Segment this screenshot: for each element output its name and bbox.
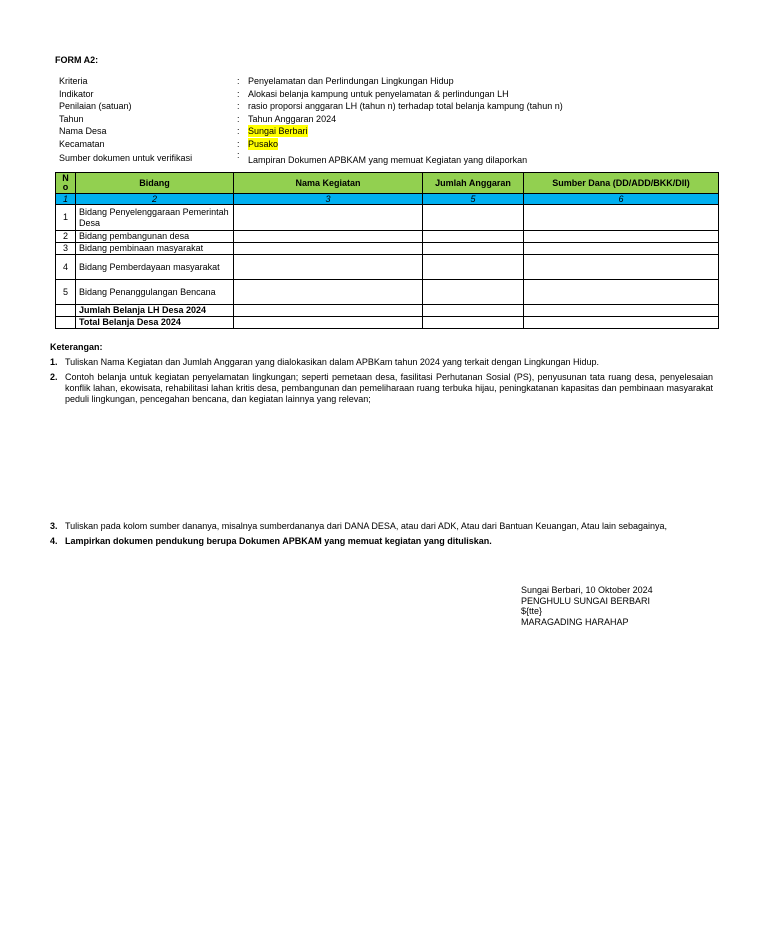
row-no: 1 (56, 205, 76, 231)
note-number: 2. (50, 372, 58, 382)
info-row-kriteria (59, 75, 699, 88)
column-number: 2 (76, 194, 234, 205)
header-nama-kegiatan: Nama Kegiatan (234, 173, 423, 194)
note-text: Tuliskan pada kolom sumber dananya, misalnya sumberdananya dari DANA DESA, atau dari ADK, Atau dari Bantuan Keuangan, Atau lain sebagainya, (65, 521, 668, 531)
cell-nama-kegiatan[interactable] (234, 205, 423, 231)
column-number-row (56, 194, 719, 205)
info-colon: : (237, 76, 240, 86)
info-label: Kecamatan (59, 138, 105, 149)
info-value: rasio proporsi anggaran LH (tahun n) terhadap total belanja kampung (tahun n) (248, 101, 563, 111)
info-value: Tahun Anggaran 2024 (248, 113, 337, 124)
info-label: Tahun (59, 113, 84, 124)
row-bidang: Bidang Pemberdayaan masyarakat (76, 255, 234, 280)
info-label: Sumber dokumen untuk verifikasi (59, 153, 193, 163)
table-header-row (56, 173, 719, 194)
note-text: Lampirkan dokumen pendukung berupa Dokumen APBKAM yang memuat kegiatan yang dituliskan. (65, 536, 492, 546)
cell-sumber-dana[interactable] (524, 255, 719, 280)
cell-jumlah-anggaran[interactable] (423, 280, 524, 305)
info-label: Indikator (59, 88, 94, 99)
total-label: Total Belanja Desa 2024 (76, 317, 234, 329)
signature-place-date: Sungai Berbari, 10 Oktober 2024 (521, 585, 653, 595)
notes-title: Keterangan: (50, 342, 103, 352)
note-text: Tuliskan Nama Kegiatan dan Jumlah Anggaran yang dialokasikan dalam APBKam tahun 2024 yang terkait dengan Lingkungan Hidup. (65, 357, 600, 367)
info-colon: : (237, 138, 240, 149)
cell-total[interactable] (524, 317, 719, 329)
header-jumlah-anggaran: Jumlah Anggaran (423, 173, 524, 194)
info-colon: : (237, 150, 240, 160)
cell-total[interactable] (423, 305, 524, 317)
row-no: 3 (56, 243, 76, 255)
info-value: Penyelamatan dan Perlindungan Lingkungan Hidup (248, 76, 454, 86)
note-number: 3. (50, 521, 58, 531)
info-label: Kriteria (59, 76, 88, 86)
info-value: Alokasi belanja kampung untuk penyelamatan & perlindungan LH (248, 88, 509, 99)
row-bidang: Bidang pembangunan desa (76, 231, 234, 243)
table-row (56, 205, 719, 231)
signature-block (521, 585, 653, 627)
row-no-empty (56, 305, 76, 317)
header-bidang: Bidang (76, 173, 234, 194)
column-number: 6 (524, 194, 719, 205)
signature-name: MARAGADING HARAHAP (521, 616, 629, 627)
info-colon: : (237, 126, 240, 136)
cell-sumber-dana[interactable] (524, 231, 719, 243)
info-row-sumber-dokumen (59, 152, 699, 166)
info-label: Nama Desa (59, 126, 107, 136)
signature-tte-placeholder: ${tte} (521, 606, 543, 616)
info-value-highlighted: Sungai Berbari (248, 126, 308, 136)
note-item (50, 372, 713, 405)
header-no: N o (56, 173, 76, 194)
cell-sumber-dana[interactable] (524, 280, 719, 305)
row-bidang: Bidang Penanggulangan Bencana (76, 280, 234, 305)
cell-jumlah-anggaran[interactable] (423, 255, 524, 280)
cell-total[interactable] (234, 305, 423, 317)
cell-nama-kegiatan[interactable] (234, 231, 423, 243)
info-row-indikator (59, 88, 699, 101)
form-title: FORM A2: (55, 55, 99, 65)
column-number: 5 (423, 194, 524, 205)
cell-nama-kegiatan[interactable] (234, 280, 423, 305)
cell-jumlah-anggaran[interactable] (423, 243, 524, 255)
note-text: Contoh belanja untuk kegiatan penyelamatan lingkungan; seperti pemetaan desa, fasilitasi Perhutanan Sosial (PS), penyusunan tata ruang desa, penyelesaian konflik lahan, ekowisata, rehabilitasi lahan kritis desa, pembangunan dan pemeliharaan ruang terbuka hijau, peningkatanan kapasitas dan pembinaan masyarakat peduli lingkungan, pencegahan bencana, dan kegiatan lainnya yang relevan; (65, 372, 713, 404)
table-row (56, 243, 719, 255)
row-bidang: Bidang pembinaan masyarakat (76, 243, 234, 255)
table-row (56, 255, 719, 280)
signature-position: PENGHULU SUNGAI BERBARI (521, 595, 651, 606)
row-no: 4 (56, 255, 76, 280)
total-row-lh (56, 305, 719, 317)
note-item (50, 521, 713, 532)
info-row-nama-desa (59, 125, 699, 138)
budget-table (55, 172, 719, 329)
row-bidang: Bidang Penyelenggaraan Pemerintah Desa (76, 205, 234, 231)
column-number: 1 (56, 194, 76, 205)
info-colon: : (237, 88, 240, 99)
row-no: 5 (56, 280, 76, 305)
cell-nama-kegiatan[interactable] (234, 243, 423, 255)
info-value: Lampiran Dokumen APBKAM yang memuat Kegiatan yang dilaporkan (248, 155, 528, 165)
row-no: 2 (56, 231, 76, 243)
note-number: 1. (50, 357, 58, 367)
row-no-empty (56, 317, 76, 329)
info-colon: : (237, 113, 240, 124)
info-row-tahun (59, 113, 699, 126)
cell-jumlah-anggaran[interactable] (423, 205, 524, 231)
cell-sumber-dana[interactable] (524, 205, 719, 231)
cell-jumlah-anggaran[interactable] (423, 231, 524, 243)
table-row (56, 231, 719, 243)
info-value-highlighted: Pusako (248, 138, 279, 149)
info-row-penilaian (59, 100, 699, 113)
info-label: Penilaian (satuan) (59, 101, 132, 111)
note-number: 4. (50, 536, 58, 546)
header-sumber-dana: Sumber Dana (DD/ADD/BKK/DII) (524, 173, 719, 194)
info-section (59, 75, 699, 166)
total-label: Jumlah Belanja LH Desa 2024 (76, 305, 234, 317)
cell-sumber-dana[interactable] (524, 243, 719, 255)
total-row-desa (56, 317, 719, 329)
cell-total[interactable] (234, 317, 423, 329)
info-colon: : (237, 101, 240, 111)
cell-total[interactable] (423, 317, 524, 329)
info-row-kecamatan (59, 138, 699, 151)
cell-nama-kegiatan[interactable] (234, 255, 423, 280)
note-item (50, 536, 713, 547)
cell-total[interactable] (524, 305, 719, 317)
note-item (50, 357, 713, 368)
column-number: 3 (234, 194, 423, 205)
table-row (56, 280, 719, 305)
